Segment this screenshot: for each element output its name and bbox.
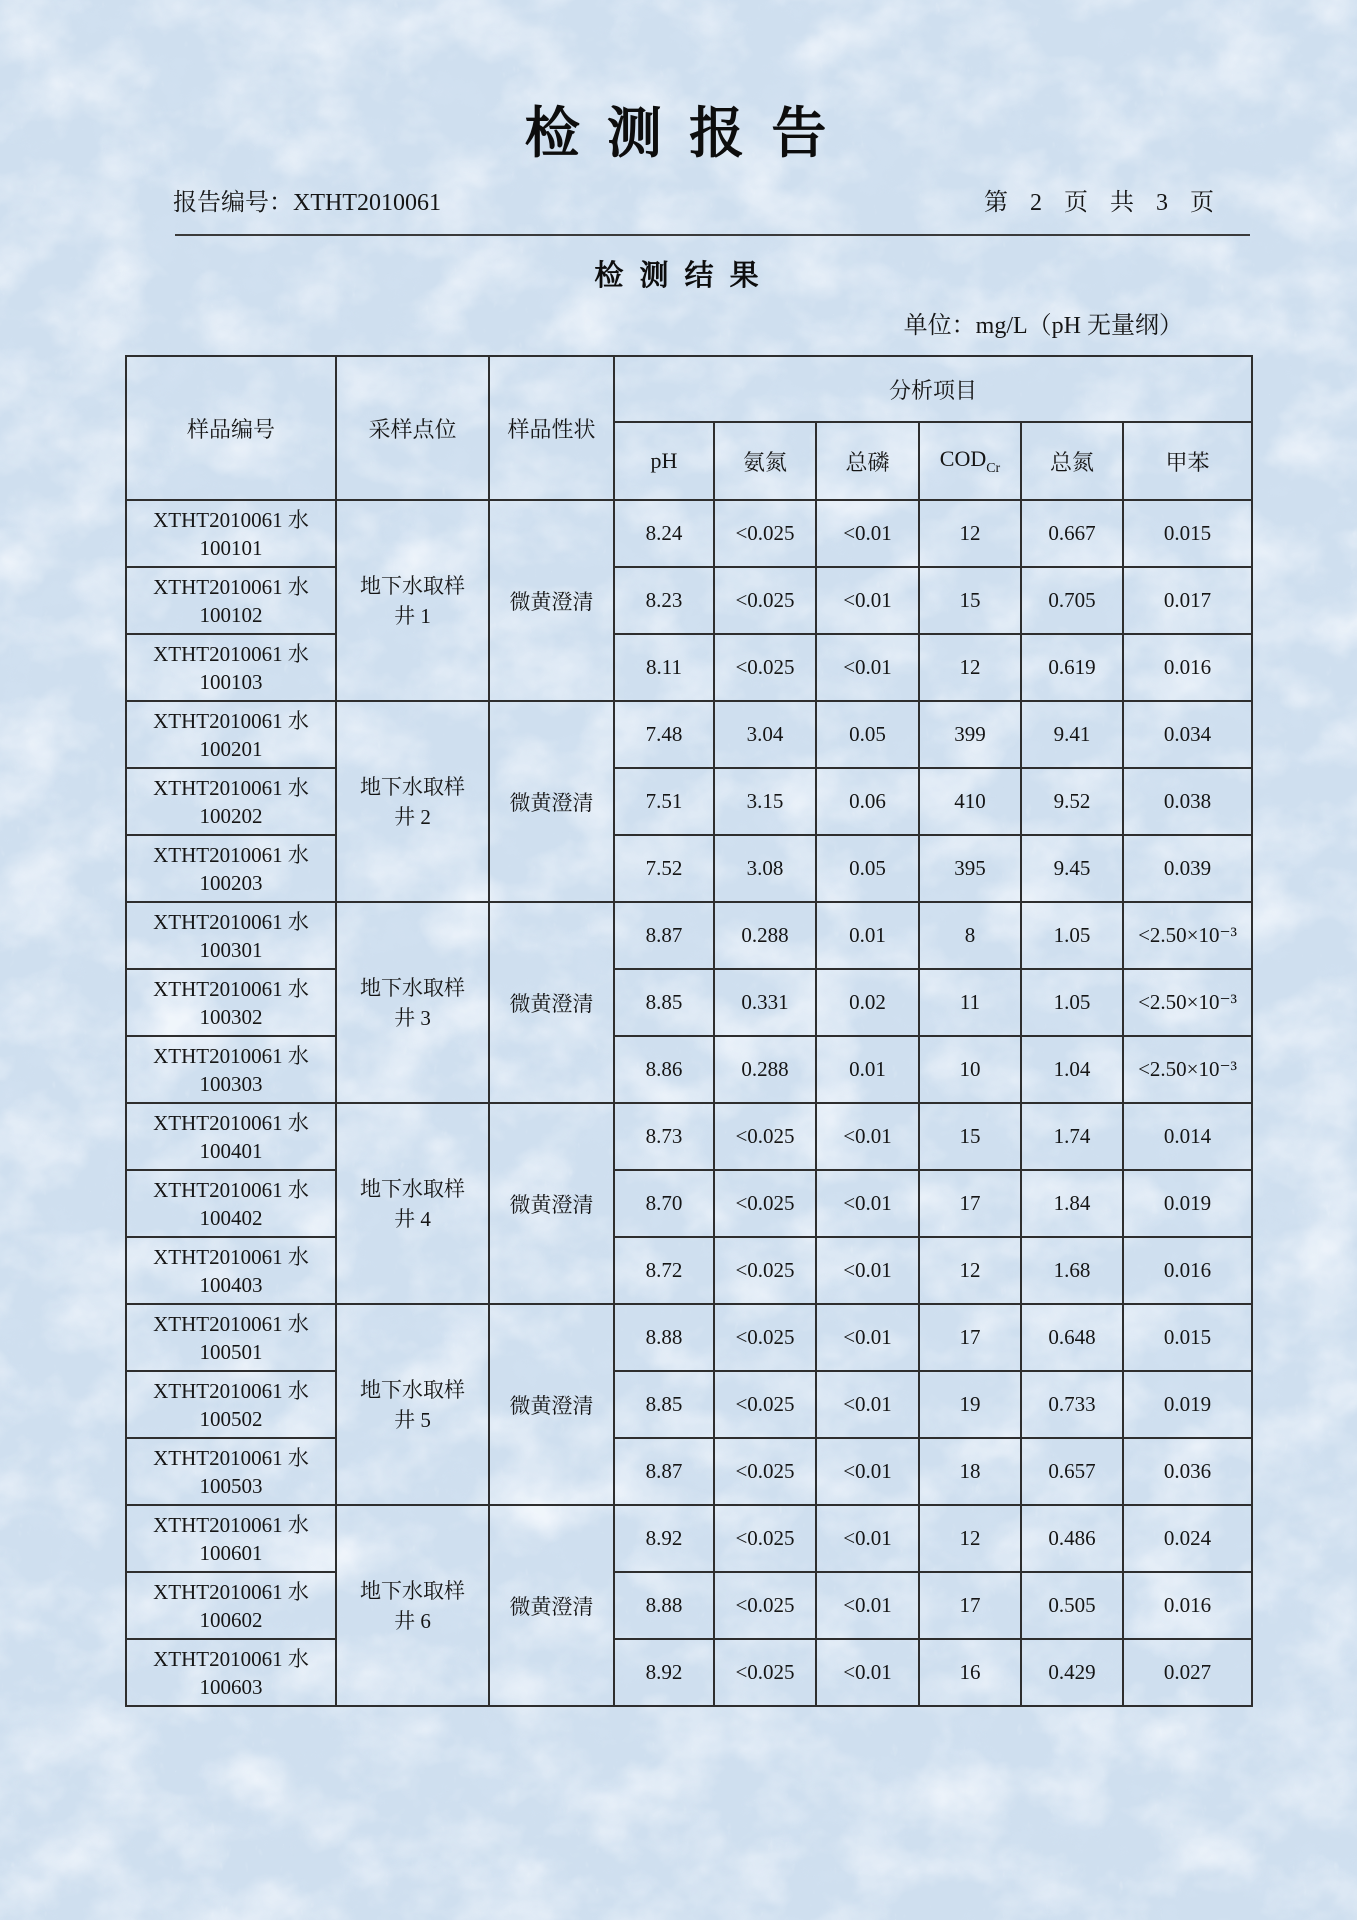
value-cell-ammonia: 0.288 — [714, 902, 816, 969]
sample-id-line1: XTHT2010061 水 — [153, 1378, 309, 1403]
column-header-ammonia-nitrogen: 氨氮 — [714, 422, 816, 500]
value-cell-toluene: 0.038 — [1123, 768, 1252, 835]
value-cell-ph: 7.51 — [614, 768, 714, 835]
sample-id-cell — [126, 969, 336, 1036]
value-cell-cod: 10 — [919, 1036, 1021, 1103]
table-row — [126, 1304, 1252, 1371]
value-cell-phosphorus: <0.01 — [816, 634, 919, 701]
value-cell-phosphorus: <0.01 — [816, 1170, 919, 1237]
value-cell-ammonia: 3.15 — [714, 768, 816, 835]
report-number-value: XTHT2010061 — [293, 190, 441, 216]
sampling-point-line2: 井 2 — [394, 804, 431, 829]
value-cell-cod: 12 — [919, 634, 1021, 701]
sample-id-line1: XTHT2010061 水 — [153, 909, 309, 934]
value-cell-phosphorus: <0.01 — [816, 567, 919, 634]
cod-label: COD — [939, 445, 987, 471]
sampling-point-line1: 地下水取样 — [360, 975, 465, 1000]
table-row — [126, 768, 1252, 835]
sample-id-line2: 100103 — [199, 669, 263, 694]
value-cell-phosphorus: 0.06 — [816, 768, 919, 835]
header-divider — [175, 234, 1250, 236]
column-header-total-phosphorus: 总磷 — [816, 422, 919, 500]
value-cell-toluene: 0.014 — [1123, 1103, 1252, 1170]
sample-id-line1: XTHT2010061 水 — [153, 708, 309, 733]
value-cell-ammonia: 3.04 — [714, 701, 816, 768]
value-cell-toluene: 0.019 — [1123, 1170, 1252, 1237]
report-number — [173, 190, 441, 216]
sample-id-cell — [126, 902, 336, 969]
value-cell-cod: 11 — [919, 969, 1021, 1036]
value-cell-toluene: 0.039 — [1123, 835, 1252, 902]
value-cell-cod: 12 — [919, 1237, 1021, 1304]
value-cell-cod: 16 — [919, 1639, 1021, 1706]
sample-id-line2: 100301 — [199, 937, 263, 962]
value-cell-cod: 12 — [919, 500, 1021, 567]
sample-id-line2: 100303 — [199, 1071, 263, 1096]
value-cell-ammonia: <0.025 — [714, 1103, 816, 1170]
value-cell-phosphorus: 0.02 — [816, 969, 919, 1036]
value-cell-ph: 8.88 — [614, 1572, 714, 1639]
sample-id-line2: 100302 — [199, 1004, 263, 1029]
sample-id-line1: XTHT2010061 水 — [153, 1177, 309, 1202]
value-cell-phosphorus: <0.01 — [816, 1371, 919, 1438]
sample-id-line2: 100503 — [199, 1473, 263, 1498]
sample-id-line2: 100401 — [199, 1138, 263, 1163]
column-header-toluene: 甲苯 — [1123, 422, 1252, 500]
value-cell-phosphorus: <0.01 — [816, 1505, 919, 1572]
value-cell-toluene: 0.024 — [1123, 1505, 1252, 1572]
value-cell-ammonia: 3.08 — [714, 835, 816, 902]
sample-id-line2: 100203 — [199, 870, 263, 895]
value-cell-phosphorus: <0.01 — [816, 1639, 919, 1706]
table-row — [126, 1103, 1252, 1170]
column-header-ph: pH — [614, 422, 714, 500]
column-header-sampling-point: 采样点位 — [336, 356, 489, 500]
value-cell-ph: 8.86 — [614, 1036, 714, 1103]
sample-id-cell — [126, 1304, 336, 1371]
sample-id-cell — [126, 567, 336, 634]
value-cell-toluene: 0.016 — [1123, 1572, 1252, 1639]
value-cell-ammonia: <0.025 — [714, 500, 816, 567]
sampling-point-line2: 井 3 — [394, 1005, 431, 1030]
sample-id-cell — [126, 500, 336, 567]
sample-id-line2: 100603 — [199, 1674, 263, 1699]
sampling-point-line1: 地下水取样 — [360, 1578, 465, 1603]
sample-id-line1: XTHT2010061 水 — [153, 507, 309, 532]
value-cell-cod: 18 — [919, 1438, 1021, 1505]
value-cell-toluene: <2.50×10⁻³ — [1123, 902, 1252, 969]
column-header-analysis-items: 分析项目 — [614, 356, 1252, 422]
sample-id-cell — [126, 1371, 336, 1438]
value-cell-ammonia: <0.025 — [714, 1438, 816, 1505]
sample-id-cell — [126, 835, 336, 902]
value-cell-ph: 8.24 — [614, 500, 714, 567]
value-cell-toluene: 0.016 — [1123, 1237, 1252, 1304]
table-row — [126, 1371, 1252, 1438]
value-cell-phosphorus: <0.01 — [816, 1103, 919, 1170]
sample-id-line1: XTHT2010061 水 — [153, 1043, 309, 1068]
value-cell-toluene: <2.50×10⁻³ — [1123, 1036, 1252, 1103]
sample-id-cell — [126, 634, 336, 701]
sample-id-line1: XTHT2010061 水 — [153, 976, 309, 1001]
table-row — [126, 1572, 1252, 1639]
table-row — [126, 1438, 1252, 1505]
table-row — [126, 835, 1252, 902]
sampling-point-line1: 地下水取样 — [360, 1377, 465, 1402]
sample-id-line1: XTHT2010061 水 — [153, 775, 309, 800]
value-cell-toluene: 0.034 — [1123, 701, 1252, 768]
value-cell-cod: 17 — [919, 1170, 1021, 1237]
value-cell-toluene: 0.016 — [1123, 634, 1252, 701]
sampling-point-line1: 地下水取样 — [360, 774, 465, 799]
value-cell-phosphorus: 0.01 — [816, 902, 919, 969]
sample-character-cell: 微黄澄清 — [489, 500, 614, 701]
sample-id-line1: XTHT2010061 水 — [153, 1646, 309, 1671]
sample-id-line1: XTHT2010061 水 — [153, 1110, 309, 1135]
column-header-sample-id: 样品编号 — [126, 356, 336, 500]
table-row — [126, 1505, 1252, 1572]
sampling-point-cell — [336, 1505, 489, 1706]
sample-character-cell: 微黄澄清 — [489, 1505, 614, 1706]
value-cell-nitrogen: 1.84 — [1021, 1170, 1123, 1237]
value-cell-toluene: 0.015 — [1123, 1304, 1252, 1371]
sample-id-cell — [126, 1438, 336, 1505]
sample-character-cell: 微黄澄清 — [489, 902, 614, 1103]
value-cell-nitrogen: 0.667 — [1021, 500, 1123, 567]
value-cell-toluene: 0.017 — [1123, 567, 1252, 634]
sample-id-cell — [126, 768, 336, 835]
value-cell-phosphorus: <0.01 — [816, 500, 919, 567]
sample-id-cell — [126, 1505, 336, 1572]
sampling-point-cell — [336, 701, 489, 902]
sampling-point-cell — [336, 902, 489, 1103]
value-cell-phosphorus: 0.01 — [816, 1036, 919, 1103]
sample-id-line2: 100102 — [199, 602, 263, 627]
table-row — [126, 701, 1252, 768]
value-cell-phosphorus: 0.05 — [816, 835, 919, 902]
table-row — [126, 1639, 1252, 1706]
sampling-point-cell — [336, 1103, 489, 1304]
value-cell-ph: 7.48 — [614, 701, 714, 768]
value-cell-ph: 8.72 — [614, 1237, 714, 1304]
value-cell-nitrogen: 9.45 — [1021, 835, 1123, 902]
value-cell-nitrogen: 0.505 — [1021, 1572, 1123, 1639]
value-cell-phosphorus: <0.01 — [816, 1237, 919, 1304]
value-cell-ammonia: <0.025 — [714, 1170, 816, 1237]
value-cell-nitrogen: 1.04 — [1021, 1036, 1123, 1103]
sample-character-cell: 微黄澄清 — [489, 701, 614, 902]
value-cell-ammonia: <0.025 — [714, 1572, 816, 1639]
value-cell-cod: 17 — [919, 1304, 1021, 1371]
results-table — [125, 355, 1253, 1707]
value-cell-nitrogen: 1.05 — [1021, 902, 1123, 969]
table-row — [126, 1036, 1252, 1103]
sample-id-line2: 100501 — [199, 1339, 263, 1364]
value-cell-cod: 410 — [919, 768, 1021, 835]
sampling-point-line1: 地下水取样 — [360, 573, 465, 598]
value-cell-ammonia: <0.025 — [714, 634, 816, 701]
sample-id-cell — [126, 1036, 336, 1103]
cod-subscript: Cr — [986, 460, 1001, 476]
value-cell-toluene: <2.50×10⁻³ — [1123, 969, 1252, 1036]
sample-id-line2: 100502 — [199, 1406, 263, 1431]
sample-id-cell — [126, 1170, 336, 1237]
value-cell-ph: 8.23 — [614, 567, 714, 634]
value-cell-ph: 8.87 — [614, 1438, 714, 1505]
value-cell-phosphorus: <0.01 — [816, 1304, 919, 1371]
meta-row — [173, 190, 1214, 216]
sample-id-line2: 100602 — [199, 1607, 263, 1632]
value-cell-ph: 8.85 — [614, 1371, 714, 1438]
value-cell-nitrogen: 9.52 — [1021, 768, 1123, 835]
value-cell-cod: 399 — [919, 701, 1021, 768]
value-cell-ammonia: <0.025 — [714, 567, 816, 634]
sampling-point-line1: 地下水取样 — [360, 1176, 465, 1201]
value-cell-nitrogen: 1.05 — [1021, 969, 1123, 1036]
value-cell-cod: 15 — [919, 1103, 1021, 1170]
value-cell-toluene: 0.019 — [1123, 1371, 1252, 1438]
value-cell-ph: 8.73 — [614, 1103, 714, 1170]
sampling-point-line2: 井 5 — [394, 1407, 431, 1432]
sampling-point-cell — [336, 1304, 489, 1505]
sample-id-line1: XTHT2010061 水 — [153, 1579, 309, 1604]
sample-id-line1: XTHT2010061 水 — [153, 842, 309, 867]
value-cell-ph: 7.52 — [614, 835, 714, 902]
sampling-point-line2: 井 6 — [394, 1608, 431, 1633]
value-cell-nitrogen: 0.733 — [1021, 1371, 1123, 1438]
value-cell-toluene: 0.015 — [1123, 500, 1252, 567]
report-number-label: 报告编号： — [173, 190, 293, 216]
value-cell-cod: 17 — [919, 1572, 1021, 1639]
value-cell-toluene: 0.036 — [1123, 1438, 1252, 1505]
sample-id-line2: 100202 — [199, 803, 263, 828]
sample-id-line2: 100201 — [199, 736, 263, 761]
sample-id-line1: XTHT2010061 水 — [153, 574, 309, 599]
sample-id-line2: 100101 — [199, 535, 263, 560]
sample-character-cell: 微黄澄清 — [489, 1103, 614, 1304]
value-cell-phosphorus: <0.01 — [816, 1438, 919, 1505]
value-cell-nitrogen: 9.41 — [1021, 701, 1123, 768]
value-cell-phosphorus: 0.05 — [816, 701, 919, 768]
report-title: 检 测 报 告 — [524, 102, 833, 164]
table-row — [126, 1237, 1252, 1304]
value-cell-nitrogen: 0.705 — [1021, 567, 1123, 634]
value-cell-cod: 15 — [919, 567, 1021, 634]
value-cell-cod: 395 — [919, 835, 1021, 902]
sample-id-line1: XTHT2010061 水 — [153, 1244, 309, 1269]
value-cell-ammonia: 0.331 — [714, 969, 816, 1036]
value-cell-ph: 8.70 — [614, 1170, 714, 1237]
column-header-cod — [919, 422, 1021, 500]
value-cell-nitrogen: 1.68 — [1021, 1237, 1123, 1304]
value-cell-nitrogen: 0.648 — [1021, 1304, 1123, 1371]
sample-id-line1: XTHT2010061 水 — [153, 1311, 309, 1336]
section-title: 检 测 结 果 — [594, 260, 763, 292]
value-cell-ph: 8.11 — [614, 634, 714, 701]
sample-id-cell — [126, 1103, 336, 1170]
value-cell-phosphorus: <0.01 — [816, 1572, 919, 1639]
sample-id-cell — [126, 701, 336, 768]
sample-character-cell: 微黄澄清 — [489, 1304, 614, 1505]
sampling-point-line2: 井 4 — [394, 1206, 431, 1231]
value-cell-ph: 8.88 — [614, 1304, 714, 1371]
value-cell-ammonia: 0.288 — [714, 1036, 816, 1103]
value-cell-nitrogen: 0.657 — [1021, 1438, 1123, 1505]
column-header-sample-character: 样品性状 — [489, 356, 614, 500]
sample-id-cell — [126, 1237, 336, 1304]
sampling-point-line2: 井 1 — [394, 603, 431, 628]
sample-id-line1: XTHT2010061 水 — [153, 1445, 309, 1470]
value-cell-ammonia: <0.025 — [714, 1304, 816, 1371]
value-cell-nitrogen: 0.619 — [1021, 634, 1123, 701]
value-cell-cod: 12 — [919, 1505, 1021, 1572]
sample-id-line2: 100402 — [199, 1205, 263, 1230]
sample-id-line1: XTHT2010061 水 — [153, 641, 309, 666]
value-cell-nitrogen: 0.429 — [1021, 1639, 1123, 1706]
value-cell-ammonia: <0.025 — [714, 1371, 816, 1438]
value-cell-ammonia: <0.025 — [714, 1639, 816, 1706]
page-indicator: 第 2 页 共 3 页 — [984, 190, 1214, 216]
value-cell-cod: 8 — [919, 902, 1021, 969]
value-cell-ammonia: <0.025 — [714, 1505, 816, 1572]
unit-note: 单位：mg/L（pH 无量纲） — [903, 313, 1183, 339]
value-cell-ph: 8.85 — [614, 969, 714, 1036]
sample-id-line2: 100403 — [199, 1272, 263, 1297]
sample-id-line1: XTHT2010061 水 — [153, 1512, 309, 1537]
value-cell-nitrogen: 0.486 — [1021, 1505, 1123, 1572]
sampling-point-cell — [336, 500, 489, 701]
sample-id-line2: 100601 — [199, 1540, 263, 1565]
value-cell-ph: 8.92 — [614, 1505, 714, 1572]
column-header-total-nitrogen: 总氮 — [1021, 422, 1123, 500]
sample-id-cell — [126, 1639, 336, 1706]
value-cell-ammonia: <0.025 — [714, 1237, 816, 1304]
value-cell-ph: 8.87 — [614, 902, 714, 969]
value-cell-cod: 19 — [919, 1371, 1021, 1438]
table-row — [126, 1170, 1252, 1237]
table-row — [126, 969, 1252, 1036]
table-row — [126, 902, 1252, 969]
table-row — [126, 634, 1252, 701]
value-cell-ph: 8.92 — [614, 1639, 714, 1706]
sample-id-cell — [126, 1572, 336, 1639]
value-cell-nitrogen: 1.74 — [1021, 1103, 1123, 1170]
table-row — [126, 567, 1252, 634]
table-row — [126, 500, 1252, 567]
value-cell-toluene: 0.027 — [1123, 1639, 1252, 1706]
